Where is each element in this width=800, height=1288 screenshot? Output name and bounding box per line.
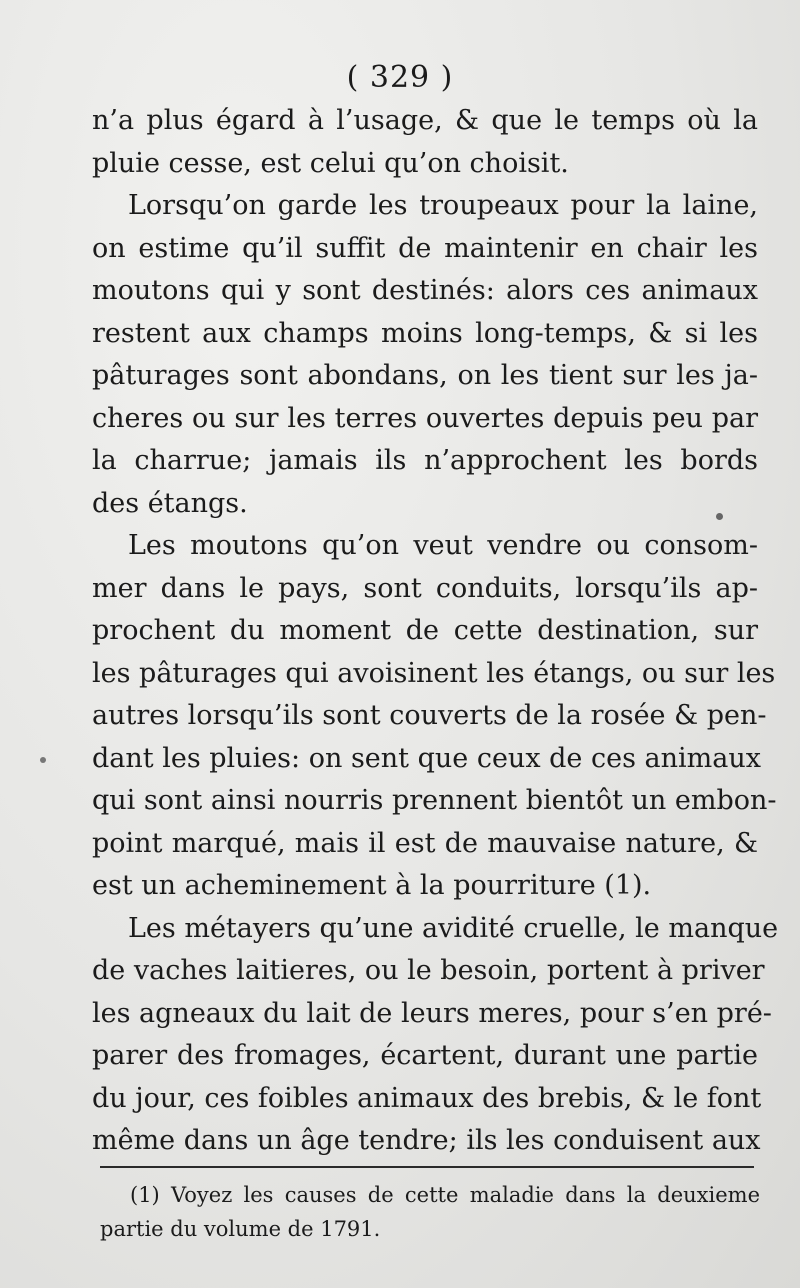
ink-speck [40, 757, 46, 763]
text-line: autres lorsqu’ils sont couverts de la rosée & pen- [92, 700, 767, 731]
text-line: même dans un âge tendre; ils les conduisent aux [92, 1125, 761, 1156]
text-line: pâturages sont abondans, on les tient sur les ja- [92, 360, 758, 391]
text-line: cheres ou sur les terres ouvertes depuis peu par [92, 402, 758, 434]
text-line: la charrue; jamais ils n’approchent les bords [92, 445, 758, 476]
footnote-line: (1) Voyez les causes de cette maladie dans la deuxieme [130, 1183, 760, 1207]
text-line: du jour, ces foibles animaux des brebis, & le font [92, 1082, 762, 1114]
text-line: prochent du moment de cette destination, sur [92, 615, 758, 646]
text-line: qui sont ainsi nourris prennent bientôt un embon- [92, 785, 777, 816]
text-line: de vaches laitieres, ou le besoin, portent à priver [92, 955, 765, 986]
text-line: Les moutons qu’on veut vendre ou consom- [128, 530, 758, 561]
text-line: point marqué, mais il est de mauvaise nature, & [92, 827, 758, 859]
text-line: les agneaux du lait de leurs meres, pour s’en pré- [92, 997, 772, 1029]
text-line: Les métayers qu’une avidité cruelle, le manque [128, 912, 779, 944]
text-line: les pâturages qui avoisinent les étangs, ou sur les [92, 657, 776, 689]
text-line: moutons qui y sont destinés: alors ces animaux [92, 275, 758, 306]
text-line: est un acheminement à la pourriture (1). [92, 870, 652, 901]
text-line: parer des fromages, écartent, durant une partie [92, 1040, 758, 1071]
text-line: pluie cesse, est celui qu’on choisit. [92, 147, 569, 179]
footnote [100, 1178, 760, 1246]
page-number: ( 329 ) [346, 60, 454, 95]
text-line: mer dans le pays, sont conduits, lorsqu’ils ap- [92, 572, 758, 604]
text-line: dant les pluies: on sent que ceux de ces animaux [92, 742, 761, 774]
text-line: restent aux champs moins long-temps, & si les [92, 317, 758, 349]
text-line: on estime qu’il suffit de maintenir en chair les [92, 232, 758, 264]
text-line: des étangs. [92, 487, 248, 519]
footnote-divider [100, 1166, 754, 1168]
ink-speck [716, 513, 723, 520]
text-line: Lorsqu’on garde les troupeaux pour la laine, [128, 190, 758, 221]
body-text [92, 100, 779, 1163]
footnote-line: partie du volume de 1791. [100, 1217, 381, 1241]
text-line: n’a plus égard à l’usage, & que le temps où la [92, 105, 758, 136]
